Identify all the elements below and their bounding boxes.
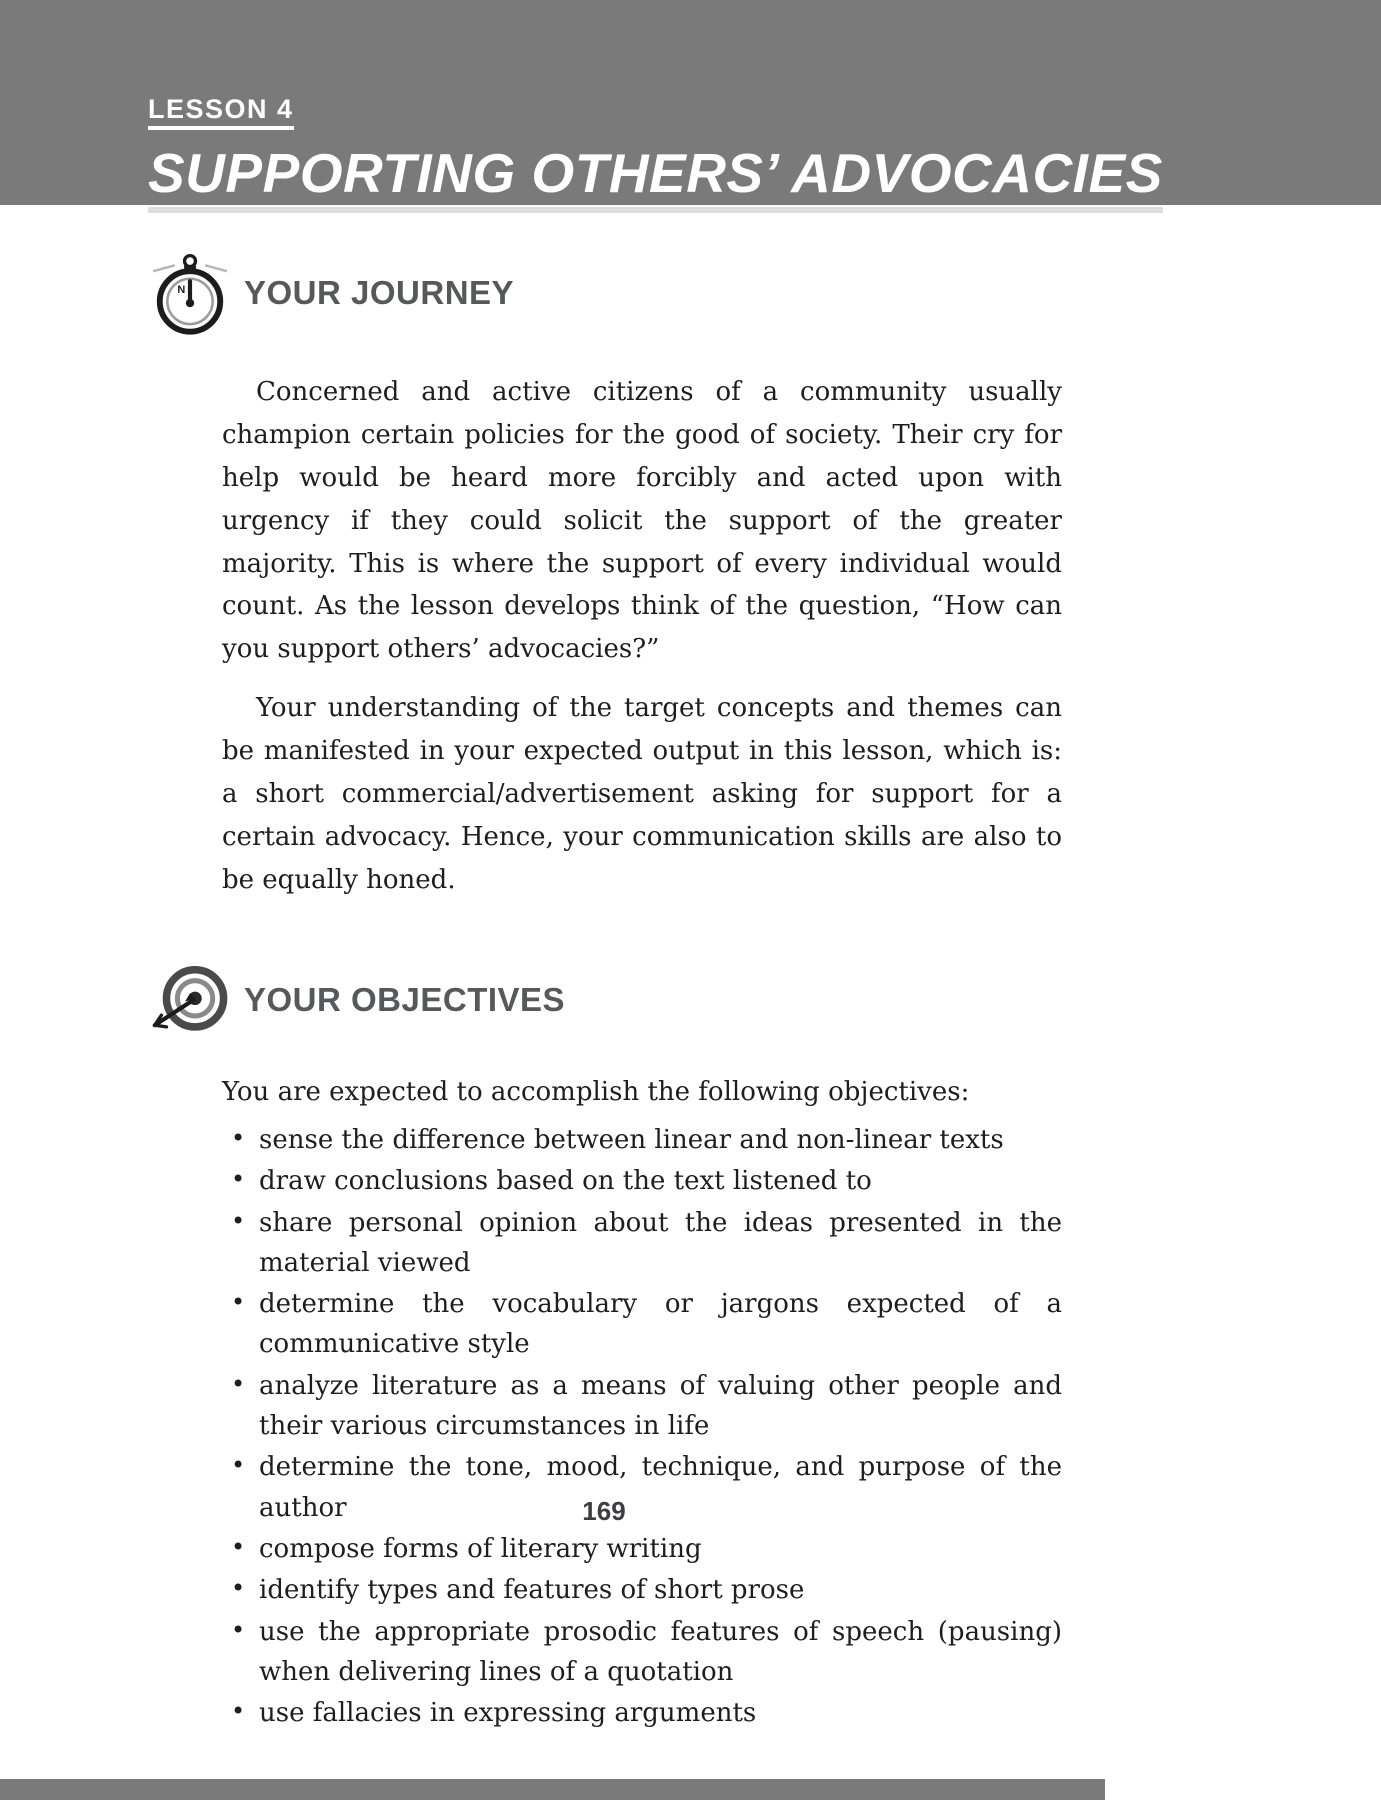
stopwatch-icon [148,251,232,335]
objective-item: • use the appropriate prosodic features of speech (pausing) when delivering lines of a quotation [222,1612,1062,1693]
objectives-intro: You are expected to accomplish the following objectives: [222,1076,970,1107]
objective-item: • sense the difference between linear and non-linear texts [222,1120,1062,1160]
bottom-edge-bar [0,1779,1105,1800]
objective-item: • identify types and features of short prose [222,1570,1062,1610]
lesson-title: SUPPORTING OTHERS’ ADVOCACIES [148,146,1163,213]
objectives-list [222,1120,1062,1733]
lesson-banner [0,0,1381,205]
lesson-number-label: LESSON 4 [148,96,294,130]
svg-text:N: N [177,284,186,296]
journey-section-head [148,251,1381,335]
lesson-number [148,96,1381,130]
objective-item: • use fallacies in expressing arguments [222,1693,1062,1733]
objectives-section-head [148,958,1381,1042]
objective-item: • determine the tone, mood, technique, and purpose of the author [222,1447,1062,1528]
objectives-heading: YOUR OBJECTIVES [244,980,566,1018]
page-number: 169 [582,1496,626,1526]
target-icon [148,958,232,1042]
journey-paragraph-1: Concerned and active citizens of a community usually champion certain policies for the good of society. Their cry for help would be heard more forcibly and acted upon with urgency if they could solicit the support of the greater majority. This is where the support of every individual would count. As the lesson develops think of the question, “How can you support others’ advocacies?” [222,377,1062,665]
objective-item: • compose forms of literary writing [222,1529,1062,1569]
journey-text [222,371,1062,902]
objective-item: • determine the vocabulary or jargons expected of a communicative style [222,1284,1062,1365]
objective-item: • share personal opinion about the ideas presented in the material viewed [222,1203,1062,1284]
your-objectives-section [148,958,1381,1734]
your-journey-section [148,251,1381,902]
journey-paragraph-2: Your understanding of the target concepts and themes can be manifested in your expected output in this lesson, which is: a short commercial/advertisement asking for support for a certain advocacy. Hence, your communication skills are also to be equally honed. [222,693,1062,895]
objective-item: • draw conclusions based on the text listened to [222,1161,1062,1201]
objective-item: • analyze literature as a means of valuing other people and their various circumstances in life [222,1366,1062,1447]
journey-heading: YOUR JOURNEY [244,273,515,311]
